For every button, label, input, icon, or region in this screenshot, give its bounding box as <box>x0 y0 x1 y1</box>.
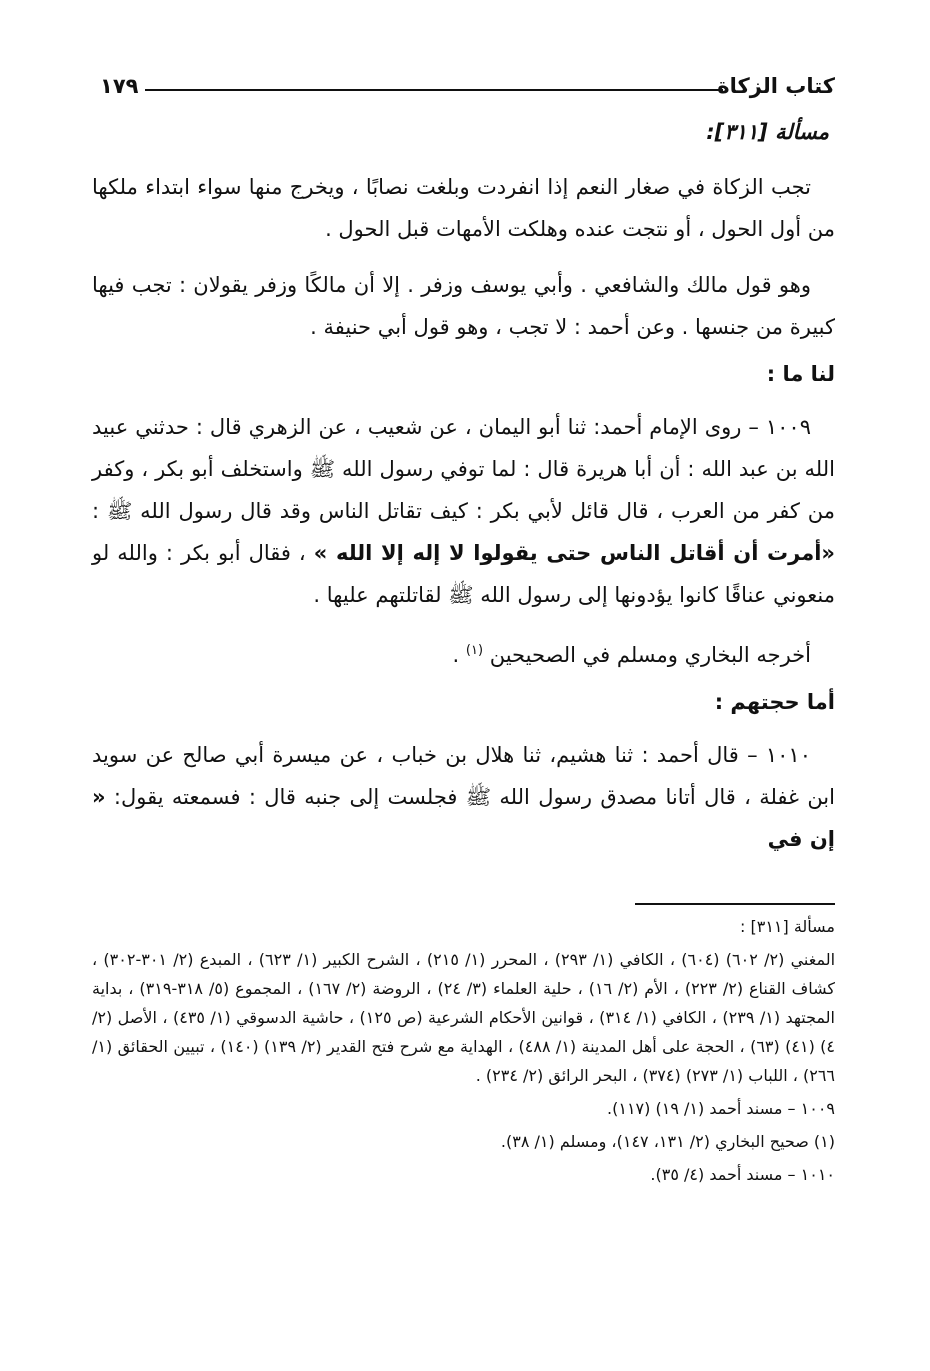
opinions-paragraph: وهو قول مالك والشافعي . وأبي يوسف وزفر . إلا أن مالكًا وزفر يقولان : تجب فيها كبيرة من جنسها . وعن أحمد : لا تجب ، وهو قول أبي حنيفة . <box>92 273 835 339</box>
hadith-1009 <box>92 406 835 616</box>
hadith-1009-quote: «أمرت أن أقاتل الناس حتى يقولوا لا إله إلا الله » <box>313 541 835 565</box>
footnote-rule <box>635 903 835 905</box>
footnote-sources: المغني (٢/ ٦٠٢) (٦٠٤) ، الكافي (١/ ٢٩٣) ، المحرر (١/ ٢١٥) ، الشرح الكبير (١/ ٦٢٣) ، المبدع (٢/ ٣٠١-٣٠٢) ، كشاف القناع (٢/ ٢٢٣) ، الأم (٢/ ١٦) ، حلية العلماء (٣/ ٢٤) ، الروضة (٢/ ١٦٧) ، المجموع (٥/ ٣١٨-٣١٩) ، بداية المجتهد (١/ ٢٣٩) ، الكافي (١/ ٣١٤) ، قوانين الأحكام الشرعية (ص ١٢٥) ، حاشية الدسوقي (١/ ٤٣٥) ، الأصل (٢/ ٤) (٤١) (٦٣) ، الحجة على أهل المدينة (١/ ٤٨٨) ، الهداية مع شرح فتح القدير (٢/ ١٣٩) (١٤٠) ، تبيين الحقائق (١/ ٢٦٦) ، اللباب (١/ ٢٧٣) (٣٧٤) ، البحر الرائق (٢/ ٢٣٤) . <box>92 950 836 1085</box>
footnote-1: (١) صحيح البخاري (٢/ ١٣١، ١٤٧)، ومسلم (١/ ٣٨). <box>500 1132 835 1151</box>
footnote-1009: ١٠٠٩ – مسند أحمد (١/ ١٩) (١١٧). <box>607 1099 835 1118</box>
hadith-1010-text: ١٠١٠ – قال أحمد : ثنا هشيم، ثنا هلال بن خباب ، عن ميسرة أبي صالح عن سويد ابن غفلة ، قال أتانا مصدق رسول الله ﷺ فجلست إلى جنبه قال : فسمعته يقول: <box>92 743 835 809</box>
masala-heading: مسألة [٣١١]: <box>706 120 829 144</box>
ruling-paragraph: تجب الزكاة في صغار النعم إذا انفردت وبلغت نصابًا ، ويخرج منها سواء ابتداء ملكها من أول الحول ، أو نتجت عنده وهلكت الأمهات قبل الحول . <box>92 175 835 241</box>
header-rule <box>145 89 723 91</box>
running-header <box>100 70 835 104</box>
footnotes <box>92 912 835 1193</box>
hadith-1009-text-end: ، فقال أبو بكر : والله لو منعوني عناقًا كانوا يؤدونها إلى رسول الله ﷺ لقاتلتهم عليها . <box>92 541 835 607</box>
hadith-1010 <box>92 734 835 860</box>
opponents-heading: أما حجتهم : <box>714 690 835 714</box>
takhrij-text: أخرجه البخاري ومسلم في الصحيحين <box>489 643 811 667</box>
takhrij-line <box>92 630 835 676</box>
footnote-masala-head: مسألة [٣١١] : <box>740 917 835 936</box>
main-text <box>92 120 835 874</box>
footnote-reference: (١) <box>465 643 484 658</box>
page-number: ١٧٩ <box>100 74 139 98</box>
footnote-1010: ١٠١٠ – مسند أحمد (٤/ ٣٥). <box>650 1165 835 1184</box>
evidence-heading: لنا ما : <box>766 362 835 386</box>
chapter-title: كتاب الزكاة <box>717 74 835 98</box>
hadith-1010-quote: « إن في <box>92 785 835 851</box>
hadith-1009-text: ١٠٠٩ – روى الإمام أحمد: ثنا أبو اليمان ، عن شعيب ، عن الزهري قال : حدثني عبيد الله بن عبد الله : أن أبا هريرة قال : لما توفي رسول الله ﷺ واستخلف أبو بكر ، وكفر من كفر من العرب ، قال قائل لأبي بكر : كيف تقاتل الناس وقد قال رسول الله ﷺ : <box>92 415 835 523</box>
takhrij-end: . <box>452 643 460 667</box>
